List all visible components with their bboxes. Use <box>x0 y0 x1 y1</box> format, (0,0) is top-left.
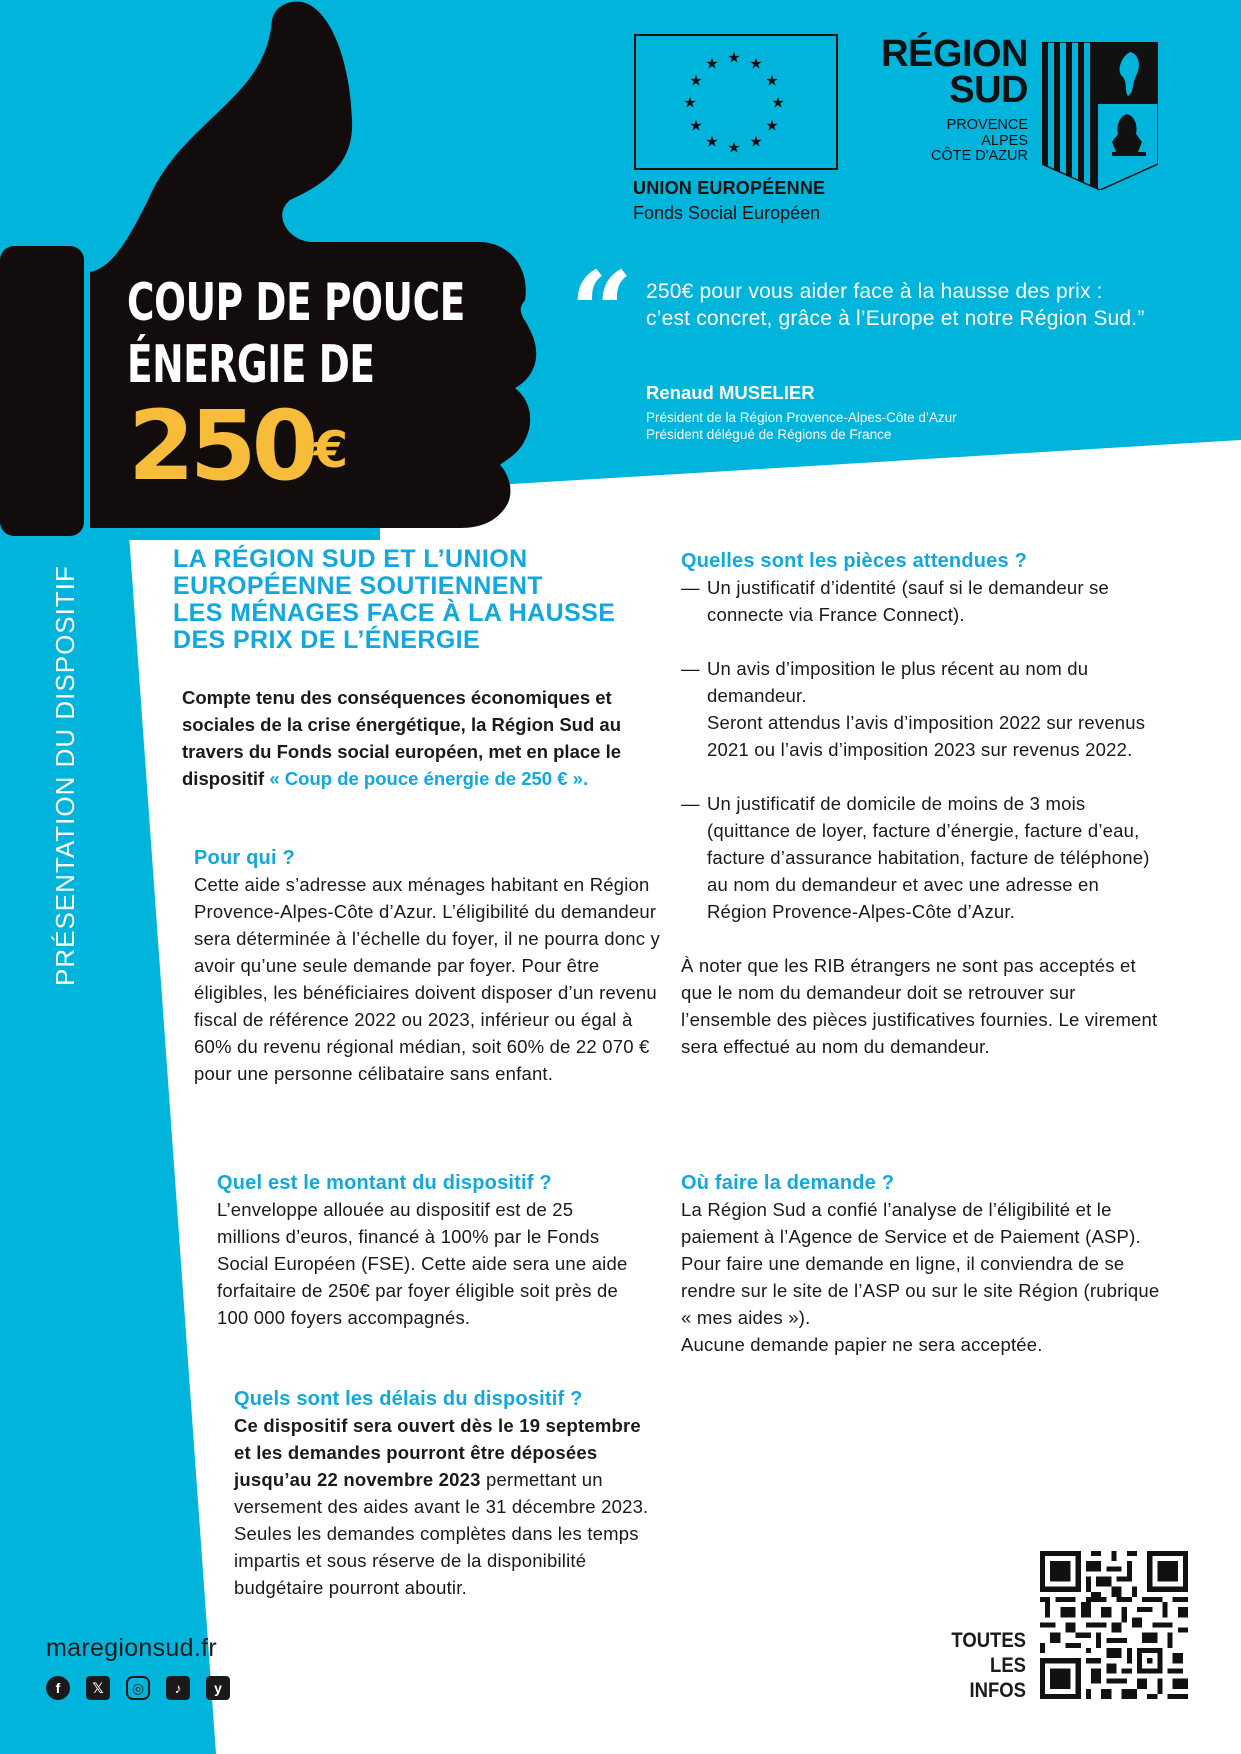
dash-bullet: — <box>681 658 700 679</box>
x-icon[interactable]: 𝕏 <box>86 1676 110 1700</box>
list-item <box>681 655 1161 763</box>
list-item <box>681 790 1161 925</box>
star-icon: ★ <box>705 133 719 151</box>
hero-title <box>127 272 465 396</box>
star-icon: ★ <box>727 139 741 157</box>
tiktok-icon[interactable]: ♪ <box>166 1676 190 1700</box>
section-ou-faire <box>681 1170 1161 1358</box>
hero-amount <box>128 390 349 502</box>
section-title: Où faire la demande ? <box>681 1172 895 1194</box>
section-pour-qui <box>194 845 664 1087</box>
list-item-text: Un justificatif d’identité (sauf si le demandeur se connecte via France Connect). <box>707 577 1109 625</box>
star-icon: ★ <box>749 55 763 73</box>
headline-line4: DES PRIX DE L’ÉNERGIE <box>173 626 481 654</box>
section-body: L’enveloppe allouée au dispositif est de 25 millions d’euros, financé à 100% par le Fonds Social Européen (FSE). Cette aide sera une aide forfaitaire de 250€ par foyer éligible soit près de 100 000 foyers accompagnés. <box>217 1199 628 1328</box>
star-icon: ★ <box>727 49 741 67</box>
dash-bullet: — <box>681 793 700 814</box>
quote-role-line2: Président délégué de Régions de France <box>646 426 892 442</box>
section-delais <box>234 1386 654 1601</box>
eu-logo-title: UNION EUROPÉENNE <box>633 178 826 198</box>
social-links <box>46 1676 230 1700</box>
region-title-line2: SUD <box>949 69 1028 111</box>
region-logo-title <box>868 33 1028 111</box>
star-icon: ★ <box>771 94 785 112</box>
star-icon: ★ <box>765 72 779 90</box>
quote-role-line1: Président de la Région Provence-Alpes-Côte d’Azur <box>646 410 957 425</box>
list-item-text: Un justificatif de domicile de moins de 3 mois (quittance de loyer, facture d’énergie, facture d’eau, facture d’assurance habitation, facture de téléphone) au nom du demandeur et avec une adresse en Région Provence-Alpes-Côte d’Azur. <box>707 793 1150 922</box>
star-icon: ★ <box>689 117 703 135</box>
hero-amount-value: 250 <box>128 390 314 502</box>
hero-title-line2: ÉNERGIE DE <box>127 335 375 395</box>
section-pieces <box>681 548 1161 1060</box>
quote-mark-icon: “ <box>570 247 634 376</box>
quote-author: Renaud MUSELIER <box>646 382 815 403</box>
section-body: Aucune demande papier ne sera acceptée. <box>681 1334 1043 1355</box>
headline-line2: EUROPÉENNE SOUTIENNENT <box>173 572 543 600</box>
yubo-icon[interactable]: y <box>206 1676 230 1700</box>
intro-text: Compte tenu des conséquences économiques et sociales de la crise énergétique, la Région Sud au travers du Fonds social européen, met en place le dispositif <box>182 687 622 789</box>
quote-text: 250€ pour vous aider face à la hausse des prix : c’est concret, grâce à l’Europe et notre Région Sud.” <box>646 280 1145 330</box>
qr-code-icon[interactable] <box>1040 1551 1188 1699</box>
quote-author-role <box>646 410 957 443</box>
star-icon: ★ <box>705 55 719 73</box>
headline-line1: LA RÉGION SUD ET L’UNION <box>173 545 528 573</box>
hero-amount-currency: € <box>313 421 349 479</box>
intro-paragraph <box>182 684 652 792</box>
facebook-icon[interactable]: f <box>46 1676 70 1700</box>
eu-logo-subtitle: Fonds Social Européen <box>633 203 821 223</box>
website-link[interactable]: maregionsud.fr <box>46 1634 217 1662</box>
main-headline <box>173 546 663 654</box>
star-icon: ★ <box>765 117 779 135</box>
region-sub-line2: ALPES <box>981 132 1028 149</box>
section-body <box>234 1412 654 1601</box>
region-logo-subtitle <box>868 118 1028 165</box>
star-icon: ★ <box>683 94 697 112</box>
hero-title-line1: COUP DE POUCE <box>127 273 465 333</box>
infos-line2: LES INFOS <box>969 1654 1026 1702</box>
region-crest-icon <box>1042 42 1158 190</box>
section-body: Pour faire une demande en ligne, il conviendra de se rendre sur le site de l’ASP ou sur le site Région (rubrique « mes aides »). <box>681 1253 1160 1328</box>
section-title: Pour qui ? <box>194 847 295 869</box>
section-title: Quelles sont les pièces attendues ? <box>681 550 1028 572</box>
intro-highlight: « Coup de pouce énergie de 250 € ». <box>269 768 589 789</box>
list-item-extra: Seront attendus l’avis d’imposition 2022 sur revenus 2021 ou l’avis d’imposition 2023 sur revenus 2022. <box>707 712 1146 760</box>
section-body-rest: permettant un versement des aides avant le 31 décembre 2023. Seules les demandes complètes dans les temps impartis et sous réserve de la disponibilité budgétaire pourront aboutir. <box>234 1469 649 1598</box>
section-body: La Région Sud a confié l’analyse de l’éligibilité et le paiement à l’Agence de Service et de Paiement (ASP). <box>681 1199 1141 1247</box>
pieces-note: À noter que les RIB étrangers ne sont pas acceptés et que le nom du demandeur doit se retrouver sur l’ensemble des pièces justificatives fournies. Le virement sera effectué au nom du demandeur. <box>681 955 1158 1057</box>
star-icon: ★ <box>689 72 703 90</box>
section-title: Quel est le montant du dispositif ? <box>217 1172 552 1194</box>
side-section-label: PRÉSENTATION DU DISPOSITIF <box>50 565 80 986</box>
section-montant <box>217 1170 637 1331</box>
list-item <box>681 574 1161 628</box>
all-info-label <box>933 1628 1026 1703</box>
section-body-bold: Ce dispositif sera ouvert dès le 19 septembre et les demandes pourront être déposées jusqu’au 22 novembre 2023 <box>234 1415 641 1490</box>
section-title: Quels sont les délais du dispositif ? <box>234 1388 583 1410</box>
headline-line3: LES MÉNAGES FACE À LA HAUSSE <box>173 599 616 627</box>
region-sub-line1: PROVENCE <box>946 117 1028 133</box>
dash-bullet: — <box>681 577 700 598</box>
eu-flag-icon <box>634 34 838 170</box>
instagram-icon[interactable]: ◎ <box>126 1676 150 1700</box>
star-icon: ★ <box>749 133 763 151</box>
infos-line1: TOUTES <box>951 1629 1026 1652</box>
list-item-text: Un avis d’imposition le plus récent au nom du demandeur. <box>707 658 1089 706</box>
section-body: Cette aide s’adresse aux ménages habitant en Région Provence-Alpes-Côte d’Azur. L’éligibilité du demandeur sera déterminée à l’échelle du foyer, il ne pourra donc y avoir qu’une seule demande par foyer. Pour être éligibles, les bénéficiaires doivent disposer d’un revenu fiscal de référence 2022 ou 2023, inférieur ou égal à 60% du revenu régional médian, soit 60% de 22 070 € pour une personne célibataire sans enfant. <box>194 874 660 1084</box>
region-title-line1: RÉGION <box>881 33 1028 75</box>
region-sub-line3: CÔTE D'AZUR <box>930 148 1028 164</box>
